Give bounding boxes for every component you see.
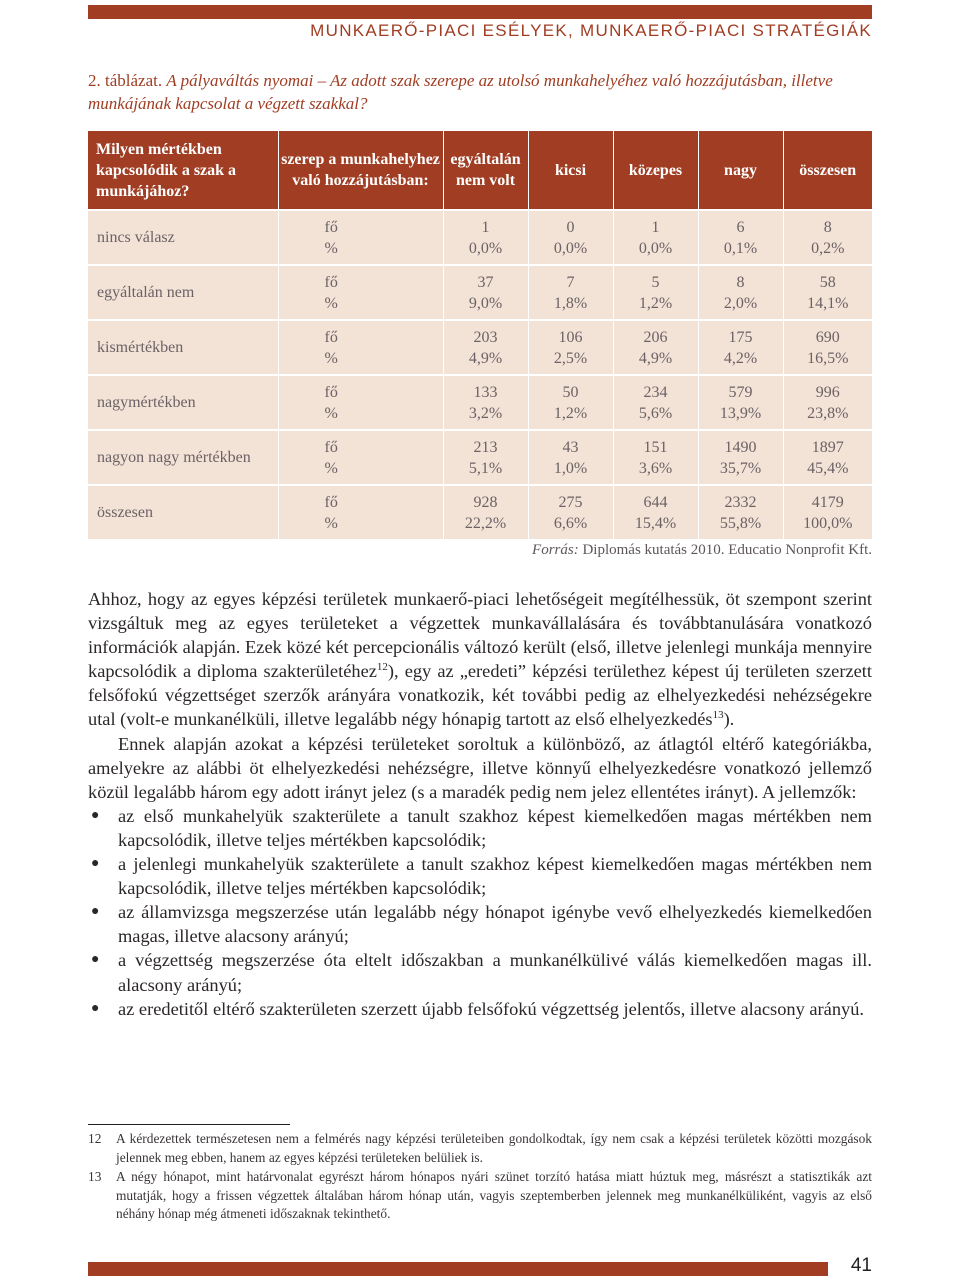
data-cell — [783, 265, 872, 320]
data-cell — [783, 210, 872, 265]
count-value: 996 — [815, 383, 840, 401]
data-cell — [528, 375, 613, 430]
data-cell — [528, 320, 613, 375]
data-cell — [783, 375, 872, 430]
unit-label: fő — [324, 383, 338, 401]
footnote-text: A kérdezettek természetesen nem a felmérés nagy képzési területeiben gondolkodtak, így nem csak a képzési területek közötti mozgások jelennek meg ebben, hanem az egyes képzési területeken belüliek is. — [116, 1131, 872, 1165]
count-value: 58 — [819, 273, 836, 291]
count-value: 644 — [643, 493, 668, 511]
row-label: egyáltalán nem — [88, 265, 278, 320]
table-row — [88, 430, 872, 485]
data-cell — [443, 210, 528, 265]
percent-value: 22,2% — [464, 514, 507, 532]
unit-label-cell — [278, 320, 443, 375]
unit-label: % — [324, 404, 338, 422]
count-value: 1897 — [811, 438, 844, 456]
percent-value: 0,0% — [468, 239, 503, 257]
bullet-icon: ● — [91, 856, 100, 872]
count-value: 6 — [736, 218, 745, 236]
data-cell — [698, 320, 783, 375]
list-item — [88, 852, 872, 900]
list-item-text: az eredetitől eltérő szakterületen szerzett újabb felsőfokú végzettség jelentős, illetve alacsony arányú. — [118, 998, 865, 1019]
text-span: ), egy az „eredeti” képzési területhez képest új területen szerzett felsőfokú végzettséget szerzők arányára vonatkozik, két további pedig az elhelyezkedési nehézségekre utal (volt-e munkanélküli, illetve legalább négy hónapig tartott az első elhelyezkedés — [88, 661, 872, 730]
list-item-text: a végzettség megszerzése óta eltelt időszakban a munkanélkülivé válás kiemelkedően magas ill. alacsony arányú; — [118, 950, 872, 995]
data-cell — [613, 265, 698, 320]
data-cell — [613, 320, 698, 375]
table-row — [88, 265, 872, 320]
count-value: 203 — [473, 328, 498, 346]
table-title: A pályaváltás nyomai – Az adott szak szerepe az utolsó munkahelyéhez való hozzájutásban, illetve munkájának kapcsolat a végzett szakkal? — [88, 71, 833, 113]
data-cell — [613, 210, 698, 265]
count-value: 234 — [643, 383, 668, 401]
count-value: 1 — [651, 218, 660, 236]
list-item — [88, 948, 872, 996]
percent-value: 1,8% — [553, 294, 588, 312]
percent-value: 23,8% — [807, 404, 849, 422]
header-cell: kicsi — [528, 131, 613, 210]
percent-value: 0,0% — [638, 239, 673, 257]
footnote-text: A négy hónapot, mint határvonalat egyrészt három hónapos nyári szünet torzító hatása miatt húztuk meg, másrészt a statisztikák azt mutatják, hogy a frissen végzettek általában három hónap után, vagyis szeptemberben jelennek meg munkanélküliként, vagyis az első néhány hónap még átmeneti időszaknak tekinthető. — [116, 1169, 872, 1221]
data-cell — [783, 430, 872, 485]
unit-label-cell — [278, 265, 443, 320]
unit-label: fő — [324, 438, 338, 456]
count-value: 206 — [643, 328, 668, 346]
percent-value: 5,1% — [468, 459, 503, 477]
footnote — [88, 1130, 872, 1167]
count-value: 5 — [651, 273, 660, 291]
percent-value: 0,0% — [553, 239, 588, 257]
row-label: nagymértékben — [88, 375, 278, 430]
text-span: ). — [723, 709, 735, 730]
source-label: Forrás: — [532, 542, 579, 558]
data-cell — [528, 265, 613, 320]
row-label: nagyon nagy mértékben — [88, 430, 278, 485]
percent-value: 1,0% — [553, 459, 588, 477]
unit-label: % — [324, 239, 338, 257]
percent-value: 13,9% — [719, 404, 762, 422]
unit-label: % — [324, 514, 338, 532]
paragraph: Ennek alapján azokat a képzési területeket soroltuk a különböző, az átlagtól eltérő kategóriákba, amelyekre az alábbi öt elhelyezkedési nehézségre, illetve könnyű elhelyezkedésre vonatkozó jellemző közül legalább három egy adott irányt jelez (s a maradék pedig nem jelez ellentétes irányt). A jellemzők: — [88, 733, 872, 802]
header-cell: Milyen mértékben kapcsolódik a szak a munkájához? — [88, 131, 278, 210]
text-span: Ahhoz, hogy az egyes képzési területek munkaerő-piaci lehetőségeit megítélhessük, öt szempont szerint vizsgáltuk meg az egyes területeket a végzettek munkavállalására és továbbtanulására vonatkozó információk alapján. Ezek közé két percepcionális változó került (első, illetve jelenlegi munkája mennyire kapcsolódik a diploma szakterületéhez — [88, 589, 872, 682]
count-value: 151 — [643, 438, 668, 456]
data-cell — [613, 485, 698, 539]
count-value: 275 — [558, 493, 583, 511]
count-value: 106 — [558, 328, 583, 346]
percent-value: 5,6% — [638, 404, 673, 422]
unit-label: % — [324, 349, 338, 367]
footnote-ref[interactable]: 13 — [712, 709, 724, 722]
data-cell — [783, 320, 872, 375]
data-cell — [698, 375, 783, 430]
percent-value: 9,0% — [468, 294, 503, 312]
percent-value: 4,9% — [638, 349, 673, 367]
header-bar — [88, 5, 872, 19]
bullet-list — [88, 804, 872, 1021]
count-value: 8 — [736, 273, 745, 291]
unit-label-cell — [278, 210, 443, 265]
running-header: MUNKAERŐ-PIACI ESÉLYEK, MUNKAERŐ-PIACI STRATÉGIÁK — [310, 21, 872, 40]
source-text: Diplomás kutatás 2010. Educatio Nonprofit Kft. — [582, 542, 872, 558]
count-value: 1 — [481, 218, 490, 236]
row-label: nincs válasz — [88, 210, 278, 265]
unit-label: fő — [324, 273, 338, 291]
unit-label: fő — [324, 218, 338, 236]
percent-value: 6,6% — [553, 514, 588, 532]
bullet-icon: ● — [91, 807, 100, 823]
table-row — [88, 320, 872, 375]
row-label: összesen — [88, 485, 278, 539]
header-cell: nagy — [698, 131, 783, 210]
unit-label: % — [324, 459, 338, 477]
percent-value: 45,4% — [807, 459, 849, 477]
list-item-text: a jelenlegi munkahelyük szakterülete a tanult szakhoz képest kiemelkedően magas mértékben nem kapcsolódik, illetve teljes mértékben kapcsolódik; — [118, 854, 872, 899]
footnote-number: 12 — [88, 1131, 102, 1146]
data-cell — [698, 210, 783, 265]
data-cell — [783, 485, 872, 539]
count-value: 8 — [823, 218, 832, 236]
unit-label-cell — [278, 375, 443, 430]
unit-label-cell — [278, 430, 443, 485]
data-cell — [528, 485, 613, 539]
body-text — [88, 587, 872, 1021]
footer-bar — [88, 1262, 872, 1276]
data-cell — [443, 265, 528, 320]
page-number: 41 — [850, 1255, 872, 1276]
percent-value: 4,9% — [468, 349, 503, 367]
count-value: 133 — [473, 383, 498, 401]
footnotes — [88, 1130, 872, 1225]
table-body — [88, 210, 872, 539]
count-value: 2332 — [724, 493, 757, 511]
data-cell — [443, 320, 528, 375]
list-item-text: az államvizsga megszerzése után legalább négy hónapot igénybe vevő elhelyezkedés kiemelkedően magas, illetve alacsony arányú; — [118, 902, 872, 947]
percent-value: 100,0% — [803, 514, 853, 532]
data-cell — [613, 375, 698, 430]
count-value: 579 — [728, 383, 753, 401]
percent-value: 1,2% — [638, 294, 673, 312]
percent-value: 1,2% — [553, 404, 588, 422]
paragraph — [88, 587, 872, 732]
unit-label: % — [324, 294, 338, 312]
count-value: 175 — [728, 328, 753, 346]
count-value: 213 — [473, 438, 498, 456]
header-cell: egyáltalán nem volt — [443, 131, 528, 210]
list-item — [88, 804, 872, 852]
data-cell — [698, 265, 783, 320]
table-row — [88, 375, 872, 430]
bullet-icon: ● — [91, 904, 100, 920]
unit-label: fő — [324, 493, 338, 511]
count-value: 50 — [562, 383, 579, 401]
header-cell: szerep a munkahelyhez való hozzájutásban: — [278, 131, 443, 210]
percent-value: 3,6% — [638, 459, 673, 477]
data-cell — [443, 430, 528, 485]
data-cell — [443, 485, 528, 539]
header-cell: közepes — [613, 131, 698, 210]
percent-value: 15,4% — [634, 514, 677, 532]
percent-value: 55,8% — [719, 514, 762, 532]
data-cell — [698, 430, 783, 485]
count-value: 7 — [566, 273, 575, 291]
footnote-divider — [88, 1124, 290, 1125]
header-cell: összesen — [783, 131, 872, 210]
data-cell — [528, 430, 613, 485]
list-item — [88, 997, 872, 1021]
percent-value: 2,0% — [723, 294, 758, 312]
count-value: 43 — [562, 438, 579, 456]
unit-label-cell — [278, 485, 443, 539]
data-cell — [528, 210, 613, 265]
list-item — [88, 900, 872, 948]
percent-value: 35,7% — [719, 459, 762, 477]
unit-label: fő — [324, 328, 338, 346]
count-value: 0 — [566, 218, 575, 236]
count-value: 1490 — [724, 438, 757, 456]
table-row — [88, 485, 872, 539]
table-number: 2. táblázat. — [88, 71, 163, 90]
percent-value: 0,2% — [811, 239, 845, 257]
percent-value: 14,1% — [807, 294, 849, 312]
table-source — [532, 542, 872, 559]
count-value: 928 — [473, 493, 498, 511]
percent-value: 2,5% — [553, 349, 588, 367]
bullet-icon: ● — [91, 1000, 100, 1016]
data-cell — [443, 375, 528, 430]
list-item-text: az első munkahelyük szakterülete a tanult szakhoz képest kiemelkedően magas mértékben nem kapcsolódik, illetve teljes mértékben kapcsolódik; — [118, 805, 872, 850]
footnote-ref[interactable]: 12 — [376, 661, 388, 674]
footnote — [88, 1168, 872, 1224]
percent-value: 3,2% — [468, 404, 503, 422]
percent-value: 4,2% — [723, 349, 758, 367]
table-header-row — [88, 131, 872, 210]
data-table — [88, 131, 872, 539]
count-value: 690 — [815, 328, 840, 346]
table-caption — [88, 69, 872, 115]
footnote-number: 13 — [88, 1169, 102, 1184]
count-value: 4179 — [811, 493, 844, 511]
data-cell — [613, 430, 698, 485]
data-cell — [698, 485, 783, 539]
percent-value: 16,5% — [807, 349, 849, 367]
count-value: 37 — [477, 273, 494, 291]
row-label: kismértékben — [88, 320, 278, 375]
percent-value: 0,1% — [723, 239, 758, 257]
bullet-icon: ● — [91, 952, 100, 968]
table-row — [88, 210, 872, 265]
